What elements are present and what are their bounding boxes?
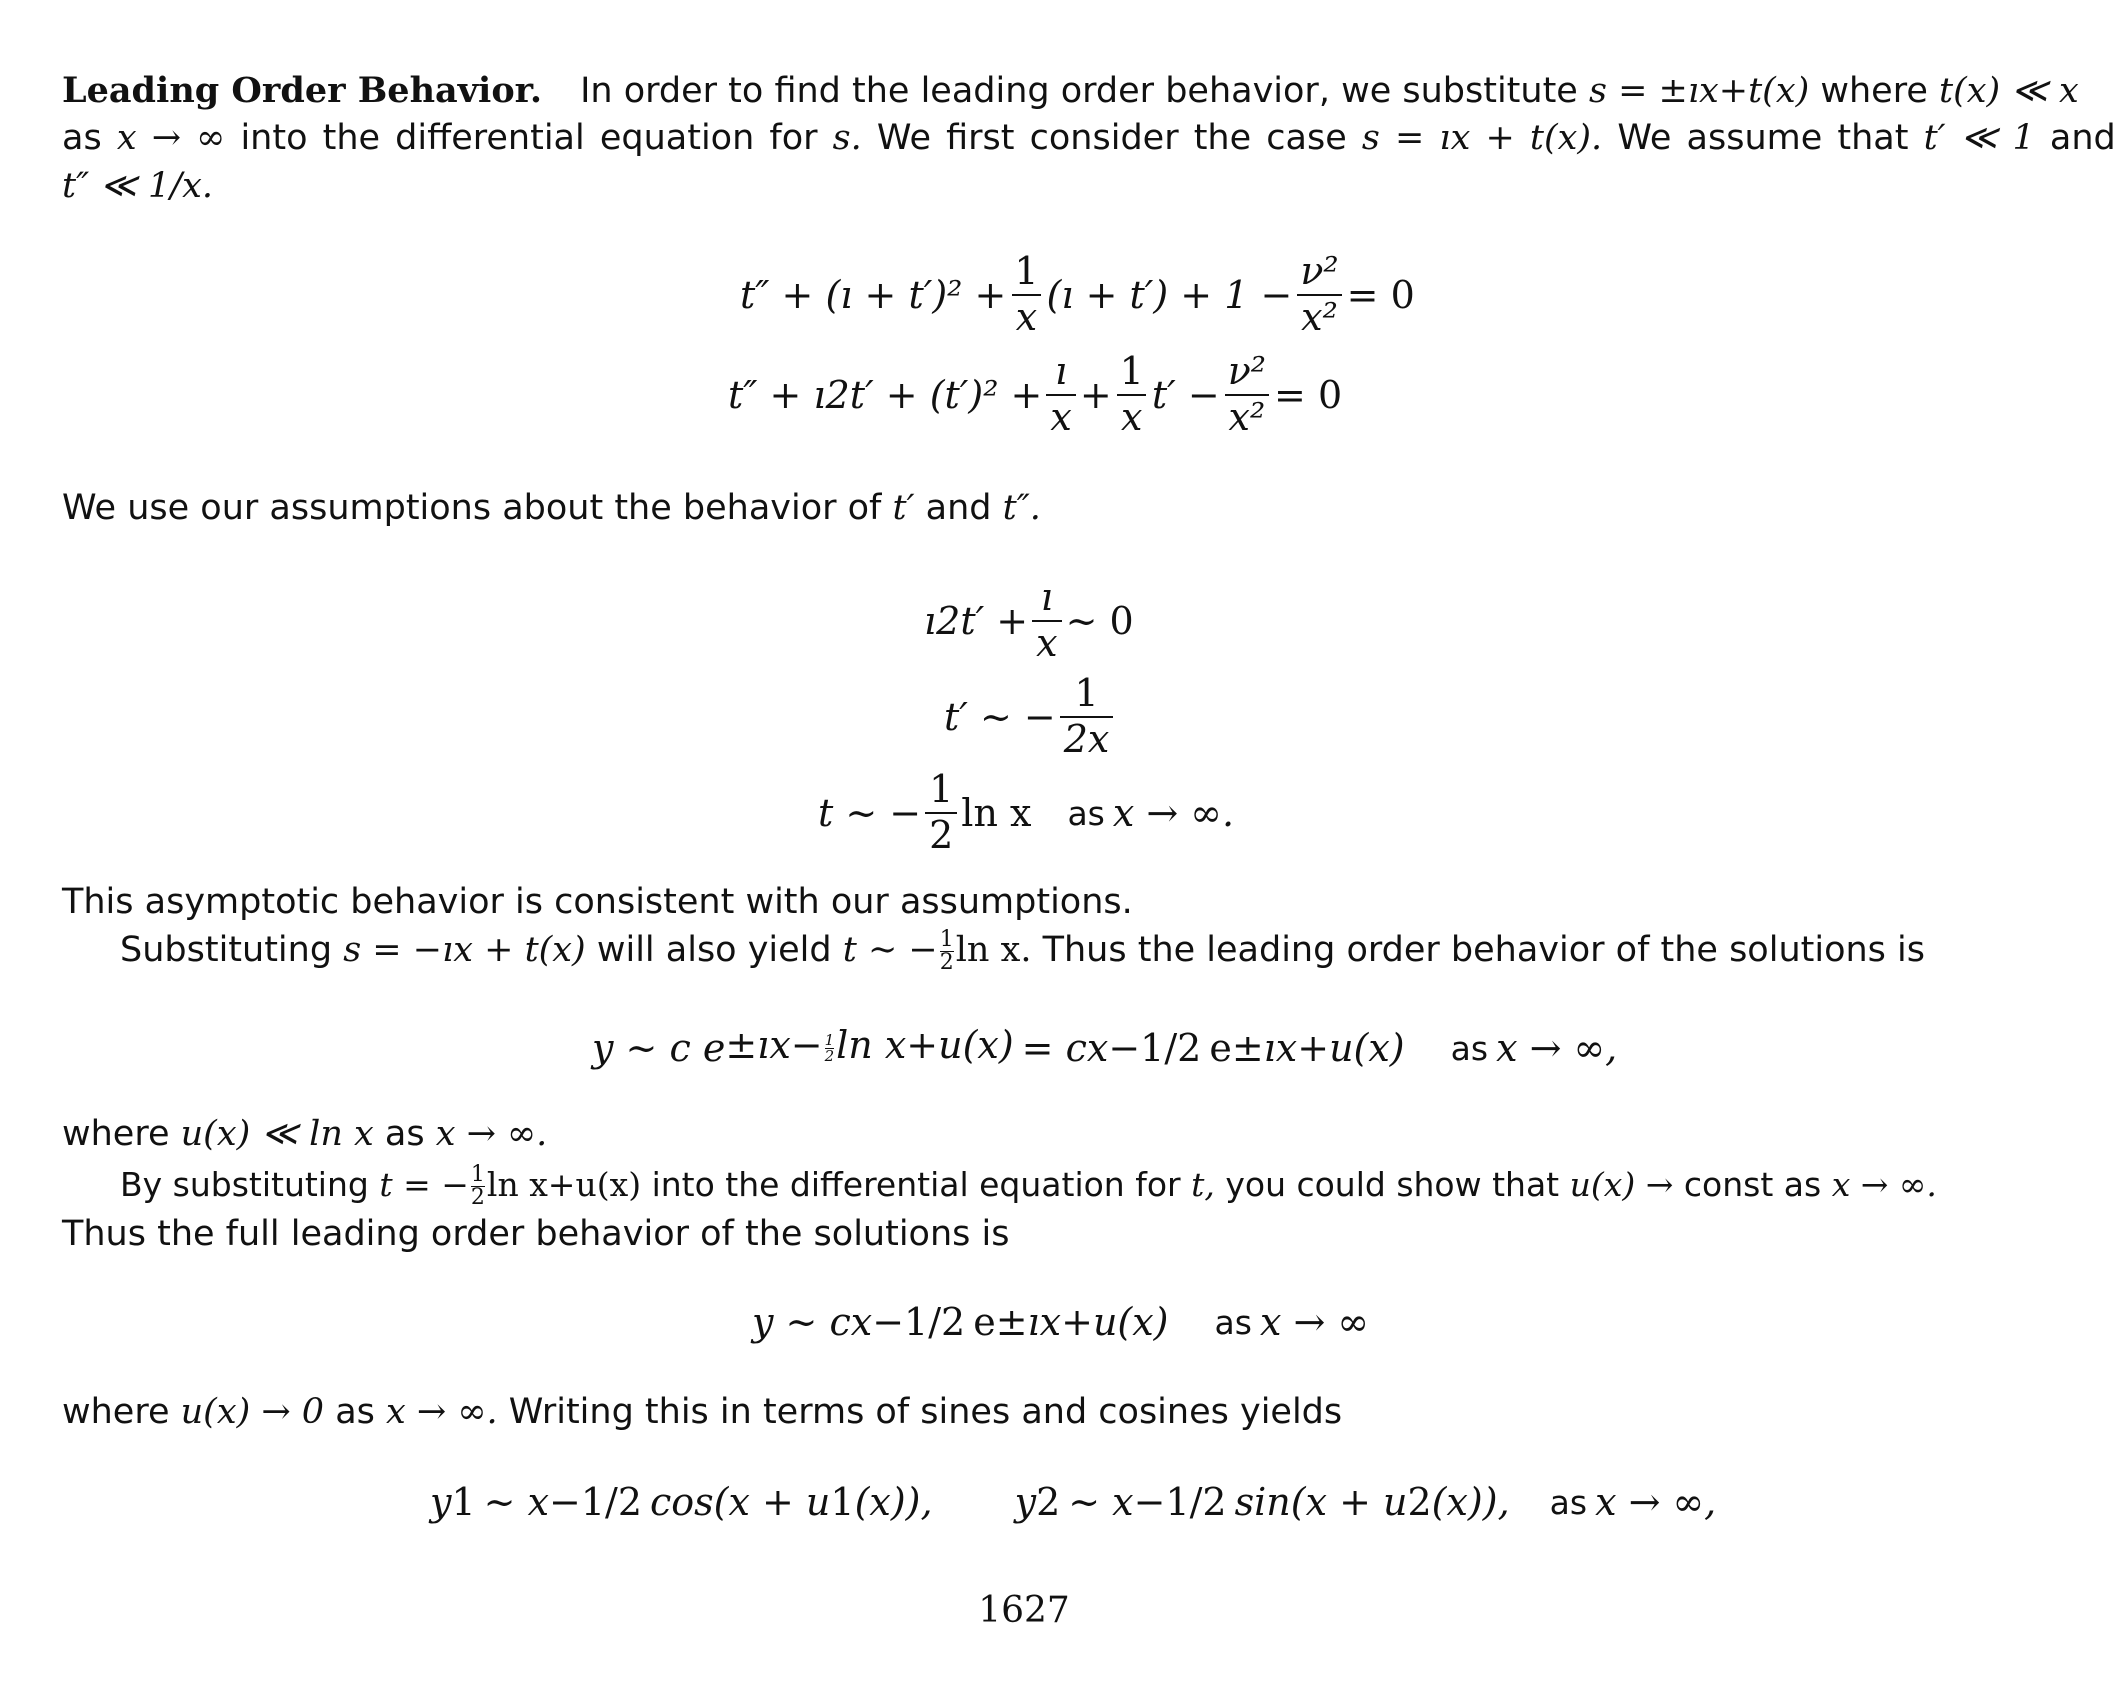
equation-line: y ∼ c e ±ıx− $\frac{1}{2}$ ln x+u(x) = cx −1/2 e ±ıx+u(x) as x → ∞,: [592, 1022, 1618, 1070]
intro-text: as: [62, 118, 102, 158]
equation-line: [818, 758, 1234, 868]
math-text: as: [1067, 793, 1105, 833]
math-expression: ∼ 0: [1065, 599, 1134, 643]
fraction: [1046, 349, 1075, 439]
page-number: 1627: [978, 1590, 1070, 1631]
math-expression: (x)),: [1431, 1480, 1510, 1524]
body-text: Thus the leading order behavior of the solutions is: [1042, 930, 1925, 970]
fraction-denominator: x: [1046, 394, 1075, 438]
body-text: into the differential equation for: [651, 1165, 1181, 1204]
math-text: as: [1214, 1302, 1252, 1342]
where-paragraph: [62, 1110, 547, 1159]
math-expression: x → ∞,: [1595, 1480, 1717, 1524]
equation-line: y 1 ∼ x −1/2 cos(x + u 1 (x)), y 2 ∼ x −1/2 sin(x + u 2 (x)), as x → ∞,: [430, 1480, 1717, 1524]
exponent-part: ln x+u(x): [836, 1022, 1014, 1067]
math-expression: ∼ x: [483, 1480, 550, 1524]
math-expression: = 0: [1346, 273, 1415, 317]
fraction-numerator: 1: [1119, 349, 1144, 394]
intro-math: t′ ≪ 1: [1923, 118, 2035, 158]
intro-math: s = ±ıx+t(x): [1588, 71, 1810, 111]
fraction-numerator: 1: [824, 1030, 835, 1049]
body-text: Writing this in terms of sines and cosines yields: [508, 1392, 1343, 1432]
intro-text: and: [2049, 118, 2116, 158]
math-expression: t″ + ı2t′ + (t′)² +: [728, 373, 1043, 417]
where-zero-paragraph: [62, 1388, 1342, 1437]
fraction-denominator: x²: [1297, 294, 1342, 338]
inline-math: s = −ıx + t(x): [343, 930, 586, 970]
fraction-denominator: 2: [470, 1185, 485, 1210]
math-expression: = cx: [1021, 1026, 1109, 1070]
body-text: and: [925, 488, 992, 528]
fraction: [1224, 349, 1270, 439]
intro-math: t″ ≪ 1/x.: [62, 166, 213, 206]
fraction-denominator: x: [1032, 620, 1061, 664]
inline-math: t ∼ −: [842, 930, 938, 970]
inline-math: u(x) →: [1569, 1165, 1674, 1204]
math-expression: cos(x + u: [650, 1480, 831, 1524]
intro-text: In order to find the leading order behavior, we substitute: [580, 71, 1578, 111]
fraction-numerator: ν²: [1227, 349, 1267, 394]
by-substituting-paragraph: [120, 1160, 1937, 1209]
intro-text: where: [1820, 71, 1928, 111]
math-expression: ı2t′ +: [924, 599, 1029, 643]
inline-math: t′: [892, 488, 915, 528]
inline-math: x → ∞.: [1831, 1165, 1937, 1204]
intro-paragraph-line2: [62, 114, 2116, 163]
intro-paragraph-line1: [62, 66, 2079, 116]
inline-math: x → ∞.: [435, 1114, 548, 1154]
fraction-numerator: ı: [1055, 349, 1068, 394]
math-expression: (x)),: [854, 1480, 933, 1524]
fraction-numerator: 1: [1074, 671, 1099, 716]
inline-fraction: [471, 1164, 485, 1209]
intro-math: s = ıx + t(x).: [1361, 118, 1603, 158]
equation-line: [740, 240, 1415, 350]
math-expression: e: [973, 1300, 996, 1344]
fraction-denominator: 2x: [1060, 716, 1114, 760]
math-expression: t″ + (ı + t′)² +: [740, 273, 1007, 317]
inline-math: t,: [1191, 1165, 1215, 1204]
fraction-numerator: ı: [1040, 575, 1053, 620]
math-expression: x → ∞,: [1496, 1026, 1618, 1070]
inline-math: u(x) ≪ ln x: [180, 1114, 374, 1154]
math-expression: t′ ∼ −: [944, 695, 1056, 739]
intro-math: s.: [832, 118, 862, 158]
fraction: [1296, 249, 1342, 339]
body-text: This asymptotic behavior is consistent with our assumptions.: [62, 882, 1133, 922]
section-heading: Leading Order Behavior.: [62, 70, 543, 111]
math-expression: y ∼ cx: [752, 1300, 873, 1344]
body-text: Thus the full leading order behavior of the solutions is: [62, 1214, 1010, 1254]
body-text: will also yield: [596, 930, 832, 970]
intro-text: We first consider the case: [876, 118, 1347, 158]
fraction: [925, 767, 957, 857]
body-text: as: [335, 1392, 375, 1432]
math-expression: x → ∞.: [1112, 791, 1235, 835]
fraction-denominator: 2: [939, 949, 954, 975]
intro-text: We assume that: [1617, 118, 1909, 158]
equation-line: y ∼ cx −1/2 e ±ıx+u(x) as x → ∞: [752, 1300, 1370, 1344]
math-expression: ∼ x: [1068, 1480, 1134, 1524]
math-expression: ln x: [961, 791, 1032, 835]
equation-line: [728, 340, 1342, 450]
fraction-denominator: 2: [824, 1046, 835, 1065]
body-text: By substituting: [120, 1165, 369, 1204]
intro-text: into the differential equation for: [240, 118, 818, 158]
body-text: where: [62, 1392, 170, 1432]
fraction: [1060, 671, 1114, 761]
inline-fraction: [824, 1030, 835, 1065]
math-expression: y: [430, 1480, 452, 1524]
math-text: as: [1450, 1028, 1489, 1068]
inline-math: x → ∞.: [386, 1392, 498, 1432]
inline-math: ln x+u(x): [486, 1165, 642, 1204]
fraction: [1116, 349, 1148, 439]
fraction: [1010, 249, 1042, 339]
consistency-paragraph: [62, 878, 1133, 927]
body-text: const as: [1683, 1165, 1822, 1204]
body-text: We use our assumptions about the behavior of: [62, 488, 882, 528]
math-expression: t ∼ −: [818, 791, 922, 835]
body-text: where: [62, 1114, 170, 1154]
exponent: [725, 1022, 1014, 1067]
full-behavior-line: [62, 1210, 1009, 1259]
math-expression: (ı + t′) + 1 −: [1046, 273, 1293, 317]
math-expression: +: [1079, 373, 1112, 417]
intro-math: x → ∞: [116, 118, 226, 158]
assumption-paragraph: [62, 484, 1041, 533]
math-expression: y ∼ c e: [592, 1026, 726, 1070]
substituting-paragraph: [120, 926, 1925, 975]
fraction: [1032, 575, 1061, 665]
fraction-denominator: 2: [925, 812, 957, 856]
math-expression: e: [1209, 1026, 1232, 1070]
inline-math: t″.: [1002, 488, 1041, 528]
fraction-numerator: 1: [470, 1162, 485, 1187]
exponent-part: ±ıx−: [725, 1022, 823, 1067]
body-text: Substituting: [120, 930, 333, 970]
intro-math: t(x) ≪ x: [1939, 71, 2079, 111]
math-expression: sin(x + u: [1234, 1480, 1408, 1524]
math-expression: y: [1014, 1480, 1037, 1524]
fraction-denominator: x²: [1225, 394, 1270, 438]
intro-paragraph-line3: [62, 162, 213, 211]
fraction-numerator: ν²: [1300, 249, 1339, 294]
fraction-numerator: 1: [929, 767, 954, 812]
body-text: as: [384, 1114, 425, 1154]
math-text: as: [1549, 1482, 1588, 1522]
body-text: you could show that: [1225, 1165, 1560, 1204]
inline-math: ln x.: [955, 930, 1032, 970]
math-expression: = 0: [1274, 373, 1343, 417]
inline-math: t = −: [379, 1165, 469, 1204]
inline-fraction: [939, 926, 954, 975]
fraction-numerator: 1: [939, 926, 954, 952]
fraction-denominator: x: [1117, 394, 1146, 438]
fraction-numerator: 1: [1014, 249, 1039, 294]
math-expression: x → ∞: [1259, 1300, 1370, 1344]
math-expression: t′ −: [1151, 373, 1220, 417]
inline-math: u(x) → 0: [180, 1392, 325, 1432]
equation-line: [944, 662, 1117, 772]
equation-line: [924, 566, 1134, 676]
fraction-denominator: x: [1012, 294, 1041, 338]
